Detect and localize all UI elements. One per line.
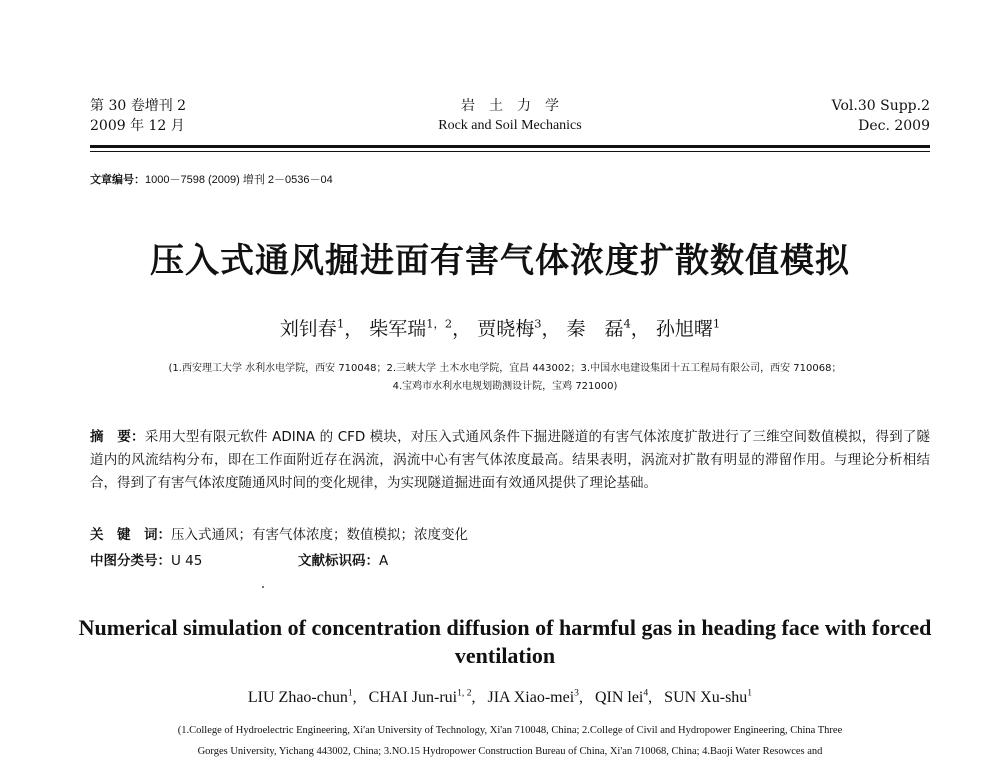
keywords-label: 关 键 词： bbox=[90, 527, 171, 543]
author-en: QIN lei$^4$ bbox=[594, 687, 649, 706]
classification-line bbox=[90, 550, 930, 572]
author-cn: 刘钊春$^1$ bbox=[279, 316, 345, 340]
author-list-en: LIU Zhao-chun$^1$, CHAI Jun-rui$^{1, 2}$, JIA Xiao-mei$^3$, QIN lei$^4$, SUN Xu-shu$^1$ bbox=[247, 687, 753, 706]
abstract-cn bbox=[90, 426, 930, 495]
header-date-cn: 2009 年 12 月 bbox=[90, 118, 185, 134]
header-volume-info-en bbox=[832, 96, 930, 136]
author-en: LIU Zhao-chun$^1$ bbox=[247, 687, 353, 706]
abstract-label: 摘 要： bbox=[90, 429, 145, 445]
header-rule-thick bbox=[90, 145, 930, 148]
header-journal-name bbox=[90, 96, 930, 136]
paper-title-cn: 压入式通风掘进面有害气体浓度扩散数值模拟 bbox=[150, 241, 850, 281]
document-code bbox=[298, 550, 388, 572]
journal-header bbox=[90, 96, 930, 140]
author-en: CHAI Jun-rui$^{1, 2}$ bbox=[368, 687, 472, 706]
header-volume-en: Vol.30 Supp.2 bbox=[831, 98, 930, 114]
author-cn: 贾晓梅$^3$ bbox=[477, 316, 542, 340]
paper-title-en: Numerical simulation of concentration diffusion of harmful gas in heading face with forced ventilation bbox=[78, 615, 932, 668]
affiliation-line: 4.宝鸡市水利水电规划勘测设计院，宝鸡 721000) bbox=[392, 381, 618, 392]
affiliations-cn bbox=[80, 360, 930, 396]
author-cn: 孙旭曙$^1$ bbox=[655, 316, 721, 340]
affiliation-line-en: (1.College of Hydroelectric Engineering, Xi'an University of Technology, Xi'an 710048, China; 2.College of Civil and Hydropower Engineering, China Three bbox=[177, 725, 843, 736]
header-rule-thin bbox=[90, 151, 930, 152]
keywords-cn bbox=[90, 524, 930, 546]
author-list-cn: 刘钊春$^1$， 柴军瑞$^{1,2}$， 贾晓梅$^3$， 秦 磊$^4$， 孙旭曙$^1$ bbox=[279, 316, 721, 340]
article-number-label: 文章编号： bbox=[90, 174, 145, 186]
article-number-value: 1000－7598 (2009) 增刊 2－0536－04 bbox=[145, 174, 333, 186]
article-number bbox=[90, 171, 333, 187]
journal-name-en: Rock and Soil Mechanics bbox=[438, 118, 582, 133]
affiliation-line: (1.西安理工大学 水利水电学院，西安 710048；2.三峡大学 土木水电学院，宜昌 443002；3.中国水电建设集团十五工程局有限公司，西安 710068； bbox=[168, 363, 842, 374]
author-cn: 秦 磊$^4$ bbox=[566, 316, 631, 340]
affiliations-en bbox=[80, 720, 940, 762]
scan-speck bbox=[262, 586, 264, 588]
clc-code bbox=[90, 553, 202, 569]
header-volume-cn: 第 30 卷增刊 2 bbox=[90, 98, 187, 114]
header-date-en: Dec. 2009 bbox=[858, 118, 930, 134]
clc-label: 中图分类号： bbox=[90, 553, 171, 569]
doc-code-value: A bbox=[379, 553, 389, 569]
keywords-text: 压入式通风；有害气体浓度；数值模拟；浓度变化 bbox=[171, 527, 468, 543]
doc-code-label: 文献标识码： bbox=[298, 553, 379, 569]
author-en: JIA Xiao-mei$^3$ bbox=[487, 687, 579, 706]
abstract-text: 采用大型有限元软件 ADINA 的 CFD 模块，对压入式通风条件下掘进隧道的有害气体浓度扩散进行了三维空间数值模拟，得到了隧道内的风流结构分布，即在工作面附近存在涡流，涡流中心有害气体浓度最高。结果表明，涡流对扩散有明显的滞留作用。与理论分析相结合，得到了有害气体浓度随通风时间的变化规律，为实现隧道掘进面有效通风提供了理论基础。 bbox=[90, 429, 931, 491]
clc-value: U 45 bbox=[171, 553, 203, 569]
journal-name-cn: 岩土力学 bbox=[461, 98, 573, 114]
author-cn: 柴军瑞$^{1,2}$ bbox=[369, 316, 453, 340]
author-en: SUN Xu-shu$^1$ bbox=[664, 687, 753, 706]
affiliation-line-en: Gorges University, Yichang 443002, China; 3.NO.15 Hydropower Construction Bureau of China, Xi'an 710068, China; 4.Baoji Water Resowces and bbox=[197, 746, 823, 757]
